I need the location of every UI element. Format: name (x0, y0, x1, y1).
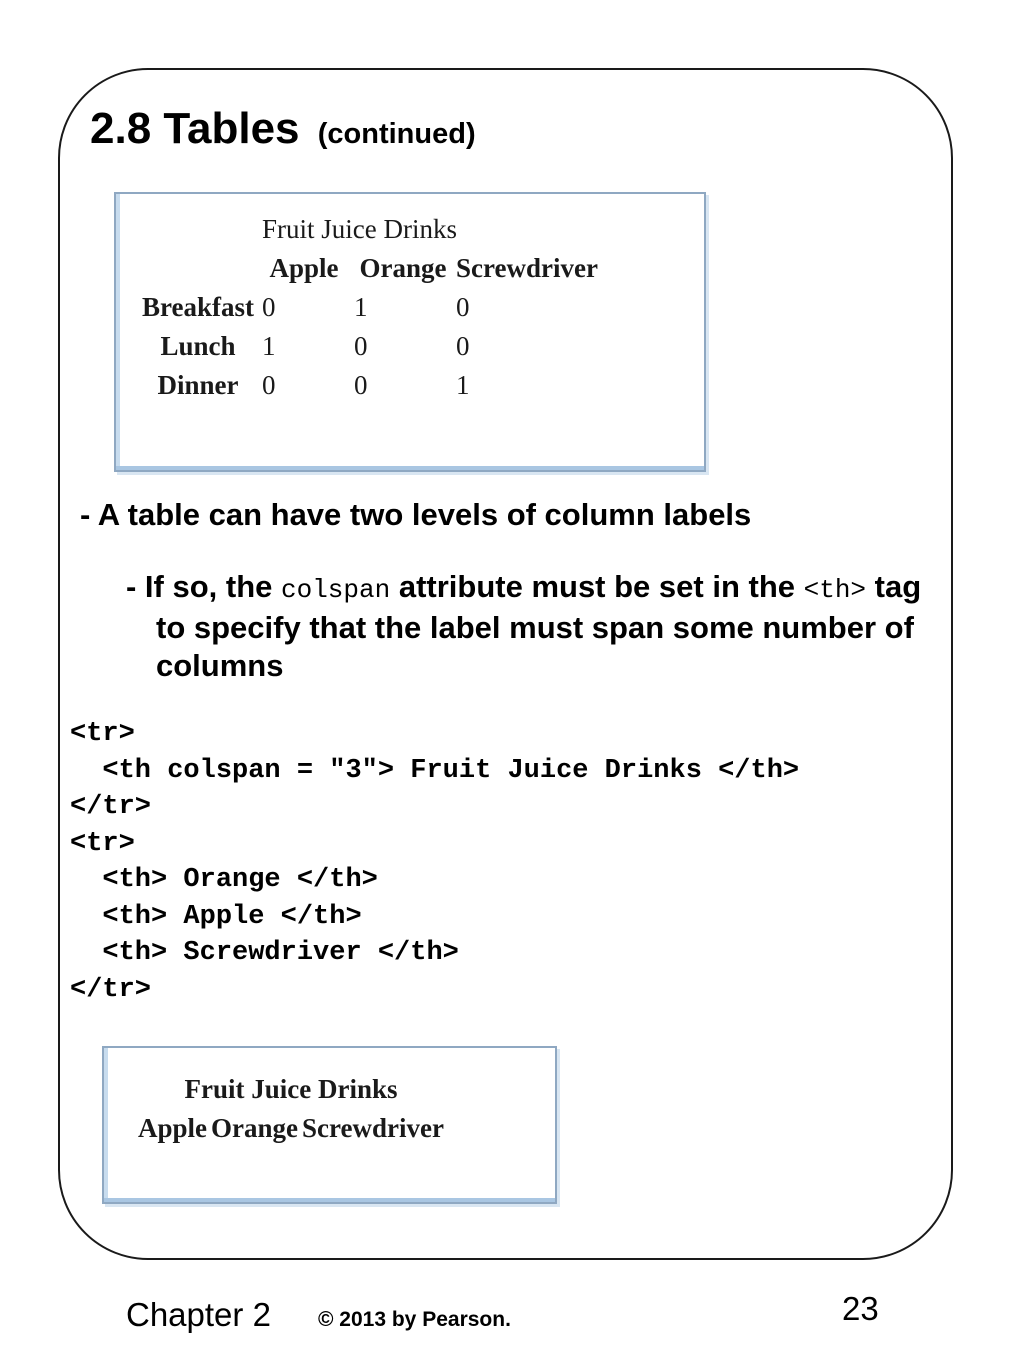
code-line: <tr> (70, 719, 135, 749)
column-header: Orange (211, 1113, 299, 1143)
row-header: Breakfast (142, 292, 254, 322)
table-row (140, 288, 600, 327)
code-line: <th> Screwdriver </th> (70, 938, 459, 968)
table-cell: 1 (354, 292, 368, 322)
column-header: Apple (269, 253, 339, 283)
code-th: <th> (803, 575, 867, 605)
table-row (140, 327, 600, 366)
column-header: Apple (138, 1113, 208, 1143)
table-row (140, 366, 600, 405)
footer-copyright: © 2013 by Pearson. (318, 1308, 511, 1331)
table-caption: Fruit Juice Drinks (262, 214, 457, 244)
table-cell: 1 (456, 370, 470, 400)
code-line: <th> Apple </th> (70, 901, 362, 932)
column-header: Screwdriver (302, 1113, 444, 1143)
code-line: <th> Orange </th> (70, 865, 378, 895)
table-caption: Fruit Juice Drinks (184, 1074, 398, 1104)
column-header: Screwdriver (456, 253, 598, 283)
slide-title (90, 104, 476, 154)
bullet-colspan: - If so, the colspan attribute must be set in the <th> tag to specify that the label must span some number of columns (126, 569, 922, 683)
code-line: </tr> (70, 792, 152, 822)
table-cell: 1 (262, 331, 276, 361)
header-only-table (136, 1070, 446, 1148)
table-cell: 0 (354, 370, 368, 400)
title-main: 2.8 Tables (90, 104, 300, 153)
title-subtitle: (continued) (317, 118, 476, 150)
code-line: <tr> (70, 828, 135, 859)
table-screenshot-full (114, 192, 706, 472)
row-header: Dinner (157, 370, 239, 400)
footer-chapter: Chapter 2 (126, 1296, 271, 1333)
table-screenshot-headers (102, 1046, 557, 1204)
code-line: </tr> (70, 974, 152, 1005)
table-cell: 0 (262, 292, 276, 322)
table-cell: 0 (456, 331, 470, 361)
page-number: 23 (842, 1290, 879, 1327)
fruit-juice-table (140, 210, 600, 405)
table-cell: 0 (262, 370, 276, 400)
table-cell: 0 (456, 292, 470, 322)
row-header: Lunch (160, 331, 236, 361)
code-colspan: colspan (281, 575, 391, 605)
bullet-column-labels: - A table can have two levels of column labels (80, 497, 752, 532)
column-header: Orange (359, 253, 447, 283)
code-line: <th colspan = "3"> Fruit Juice Drinks </th> (70, 755, 800, 786)
code-block (70, 716, 799, 1008)
table-cell: 0 (354, 331, 368, 361)
